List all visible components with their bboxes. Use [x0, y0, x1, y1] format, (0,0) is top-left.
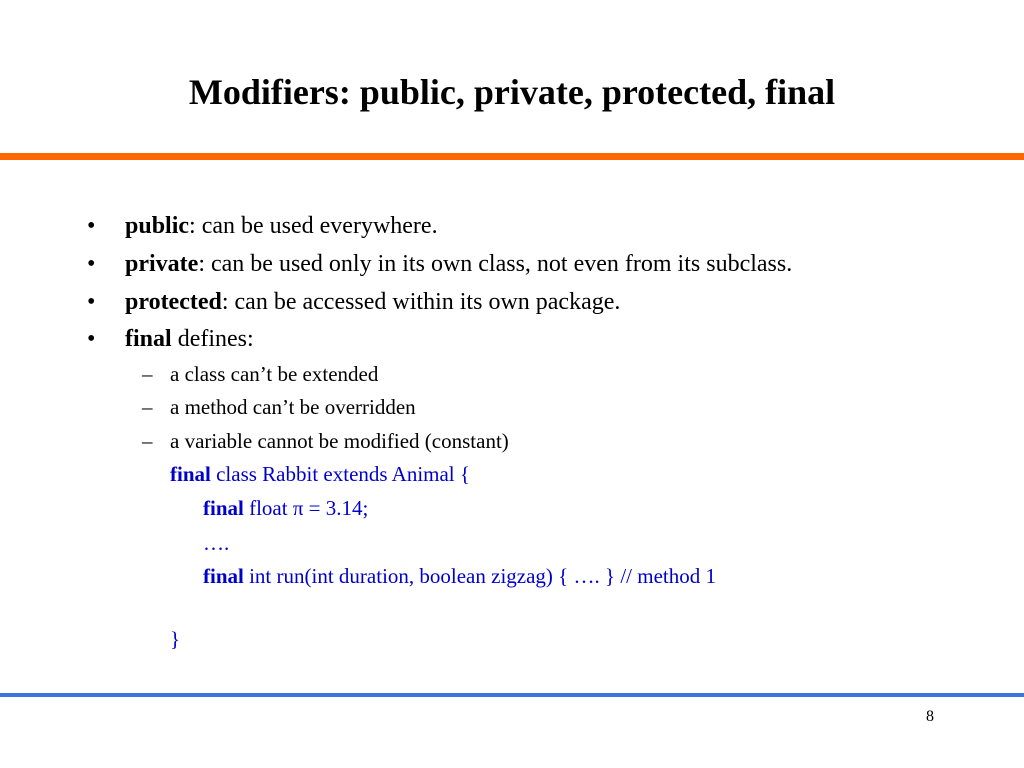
footer-divider [0, 693, 1024, 697]
sub-bullet-marker: – [142, 395, 153, 419]
code-text: …. [203, 531, 230, 555]
bullet-description: : can be used everywhere. [189, 213, 438, 239]
title-divider [0, 153, 1024, 160]
code-line [203, 563, 716, 589]
bullet-description: : can be used only in its own class, not even from its subclass. [198, 251, 793, 277]
bullet-text [125, 287, 620, 317]
sub-bullet-marker: – [142, 429, 153, 453]
slide-title: Modifiers: public, private, protected, final [188, 72, 836, 112]
code-keyword: final [203, 564, 244, 588]
bullet-marker: • [87, 289, 96, 315]
bullet-description: defines: [171, 326, 254, 352]
code-keyword: final [203, 496, 244, 520]
bullet-text [125, 249, 792, 279]
sub-bullet-text: a variable cannot be modified (constant) [170, 429, 509, 453]
bullet-marker: • [87, 251, 96, 277]
code-text: int run(int duration, boolean zigzag) { …. } // method 1 [243, 564, 716, 588]
bullet-text [125, 211, 438, 241]
code-line [170, 461, 470, 487]
code-keyword: final [170, 462, 211, 486]
sub-bullet-text: a method can’t be overridden [170, 395, 416, 419]
bullet-marker: • [87, 326, 96, 352]
bullet-text [125, 324, 254, 354]
bullet-marker: • [87, 213, 96, 239]
bullet-term: private [125, 251, 199, 277]
sub-bullet-marker: – [142, 362, 153, 386]
code-text: class Rabbit extends Animal { [210, 462, 470, 486]
code-line [203, 495, 368, 521]
page-number: 8 [926, 708, 934, 725]
code-text: float π = 3.14; [243, 496, 369, 520]
bullet-description: : can be accessed within its own package. [221, 289, 621, 315]
bullet-term: final [125, 326, 172, 352]
code-text: } [170, 627, 181, 651]
code-line [203, 530, 229, 556]
sub-bullet-text: a class can’t be extended [170, 362, 379, 386]
bullet-term: public [125, 213, 190, 239]
bullet-term: protected [125, 289, 222, 315]
code-line [170, 626, 180, 652]
